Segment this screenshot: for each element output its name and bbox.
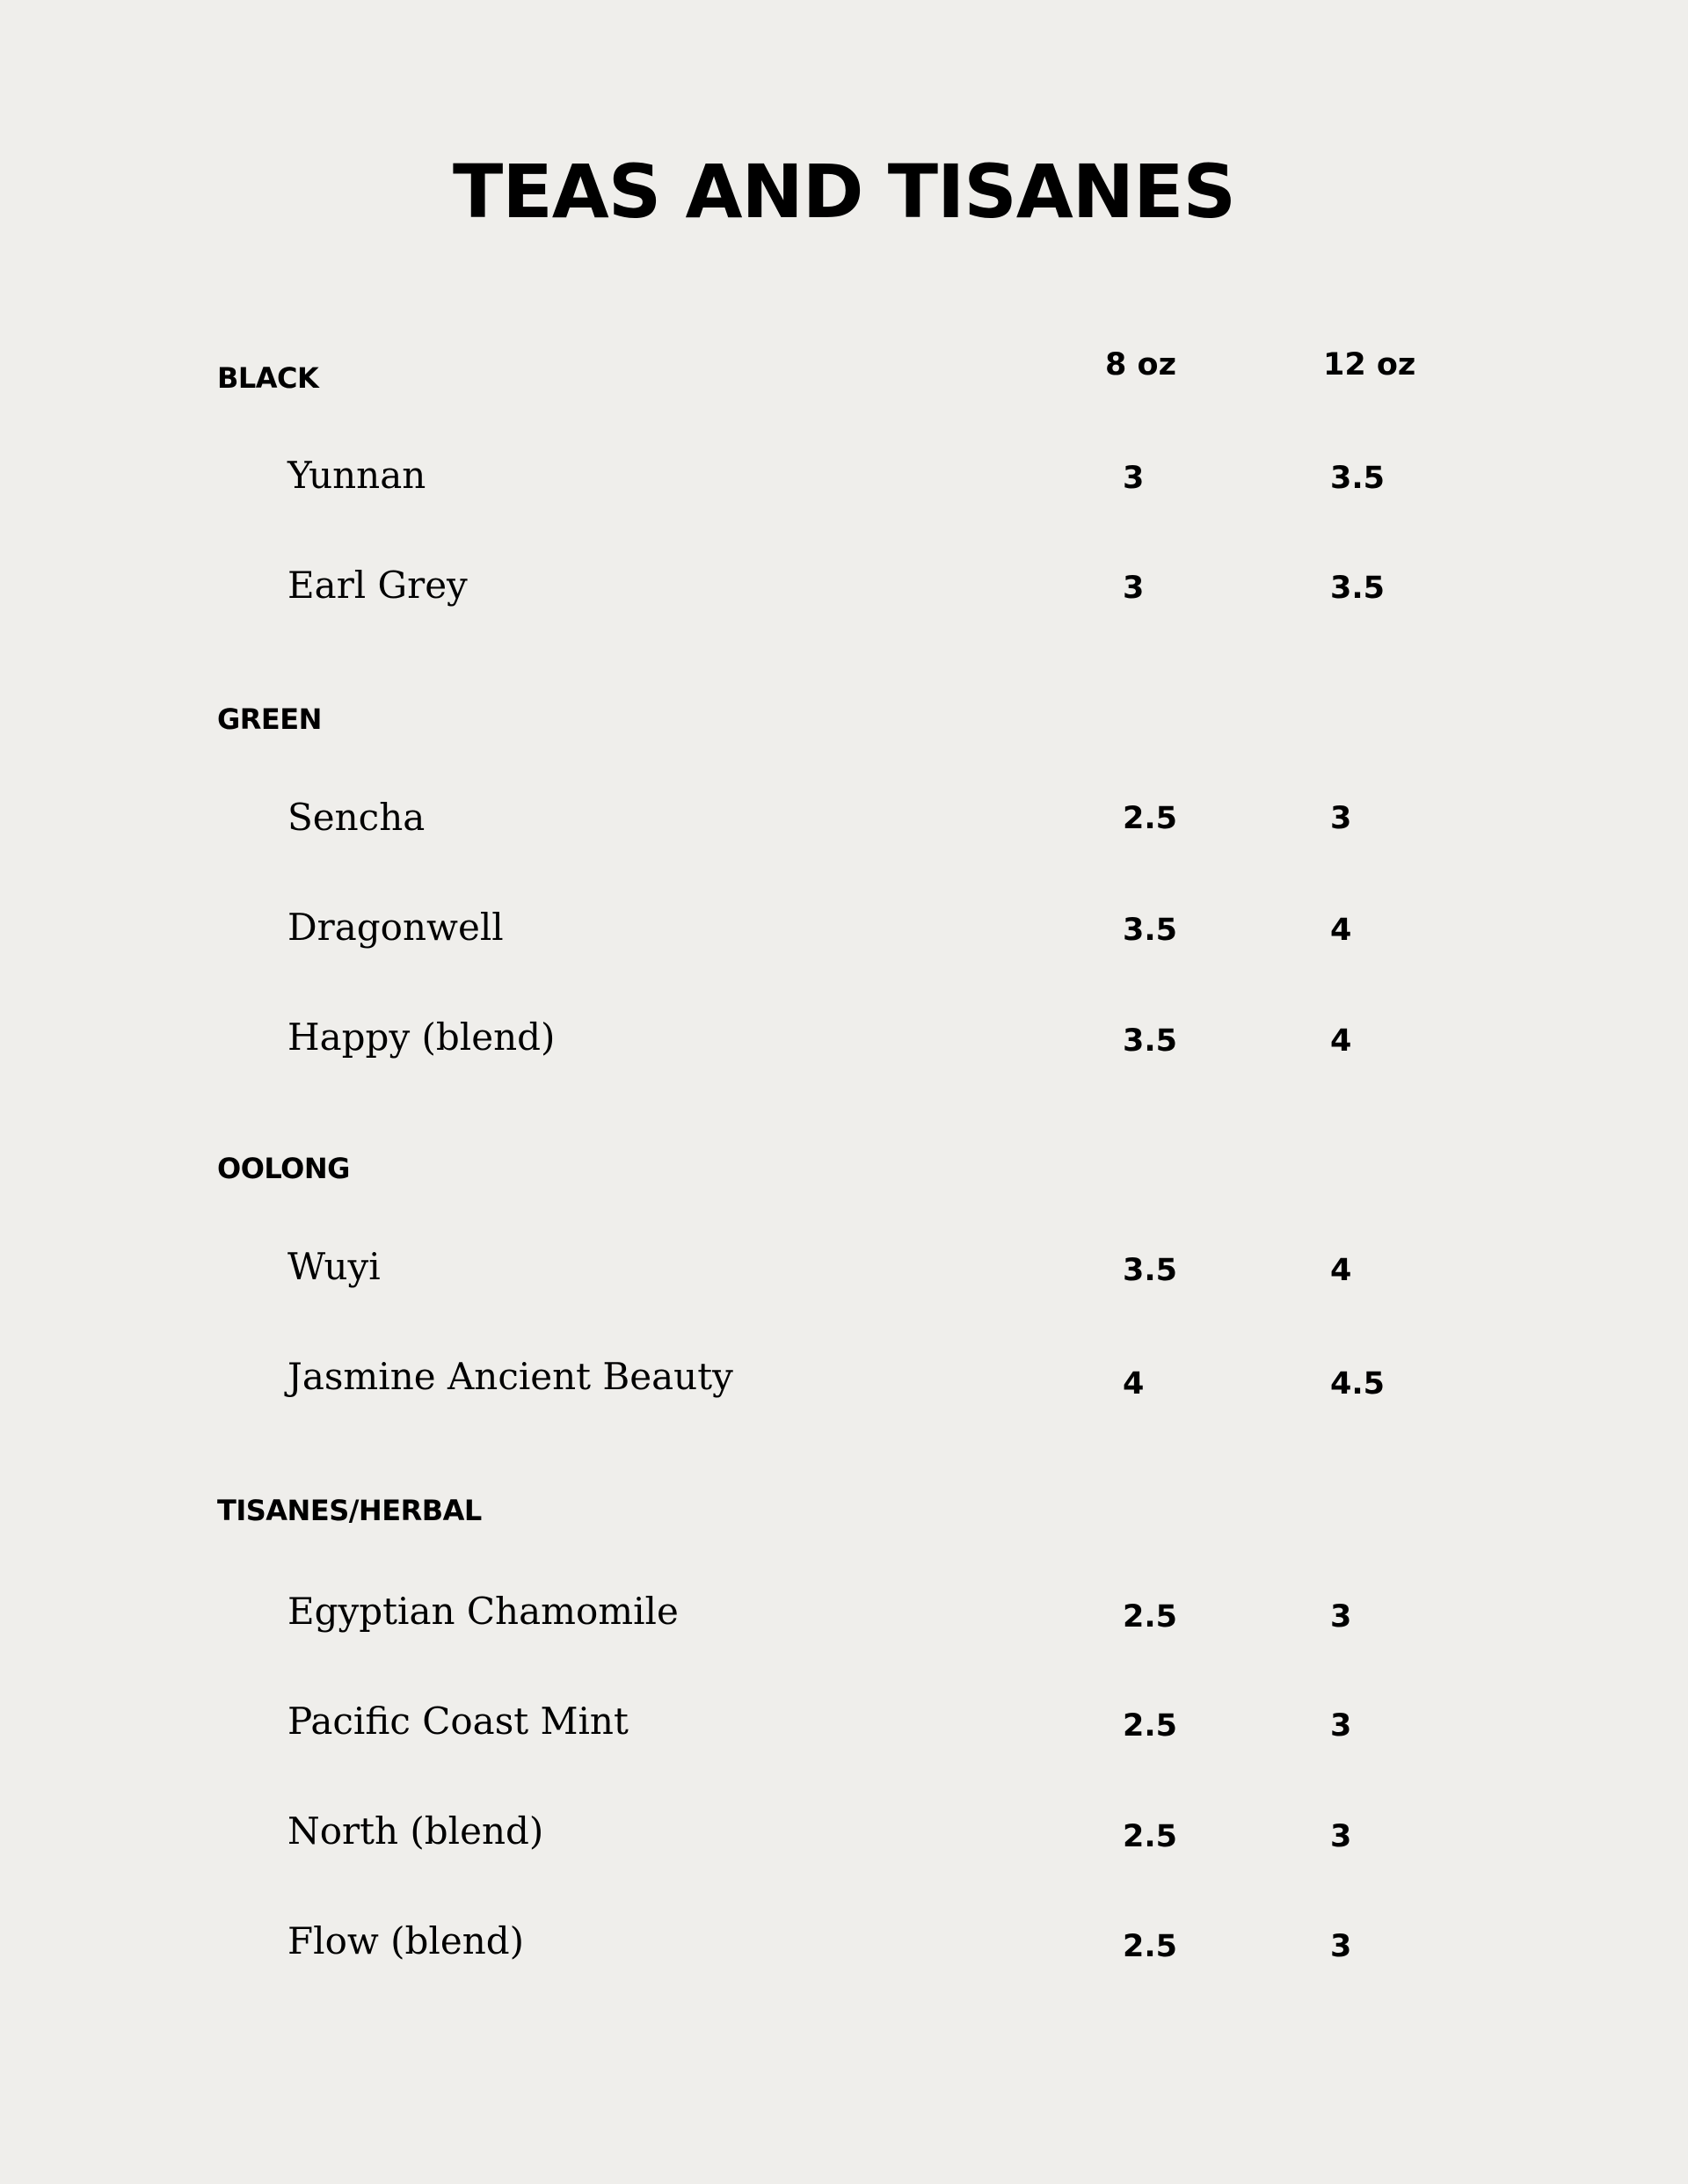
menu-item-price-8oz: 3.5 bbox=[1123, 913, 1178, 948]
menu-item-price-8oz: 2.5 bbox=[1123, 1819, 1178, 1854]
menu-item-name: North (blend) bbox=[287, 1809, 544, 1853]
menu-item-price-12oz: 4 bbox=[1330, 913, 1352, 948]
menu-item-price-8oz: 2.5 bbox=[1123, 1929, 1178, 1964]
menu-item-price-12oz: 3 bbox=[1330, 1708, 1352, 1744]
menu-item-price-8oz: 3 bbox=[1123, 571, 1145, 606]
column-header-8oz: 8 oz bbox=[1105, 347, 1176, 382]
menu-item-price-8oz: 3.5 bbox=[1123, 1023, 1178, 1059]
menu-item-price-12oz: 4 bbox=[1330, 1023, 1352, 1059]
menu-item-price-8oz: 3 bbox=[1123, 461, 1145, 496]
menu-item-price-8oz: 2.5 bbox=[1123, 1599, 1178, 1634]
menu-item-name: Flow (blend) bbox=[287, 1919, 525, 1962]
menu-item-price-8oz: 4 bbox=[1123, 1366, 1145, 1401]
section-heading-tisanes-herbal: TISANES/HERBAL bbox=[217, 1494, 482, 1527]
menu-item-price-8oz: 2.5 bbox=[1123, 1708, 1178, 1744]
menu-item-price-12oz: 3 bbox=[1330, 801, 1352, 836]
menu-item-price-8oz: 2.5 bbox=[1123, 801, 1178, 836]
menu-item-price-12oz: 3 bbox=[1330, 1599, 1352, 1634]
menu-item-name: Dragonwell bbox=[287, 906, 504, 949]
section-heading-green: GREEN bbox=[217, 703, 322, 736]
menu-item-price-12oz: 4.5 bbox=[1330, 1366, 1386, 1401]
menu-item-price-8oz: 3.5 bbox=[1123, 1253, 1178, 1288]
section-heading-oolong: OOLONG bbox=[217, 1152, 350, 1185]
menu-item-name: Yunnan bbox=[287, 454, 426, 497]
page-title: TEAS AND TISANES bbox=[453, 149, 1235, 235]
menu-item-name: Jasmine Ancient Beauty bbox=[287, 1355, 733, 1398]
menu-item-name: Wuyi bbox=[287, 1245, 381, 1288]
menu-item-name: Sencha bbox=[287, 796, 426, 839]
menu-item-name: Egyptian Chamomile bbox=[287, 1590, 679, 1633]
menu-item-price-12oz: 3.5 bbox=[1330, 571, 1386, 606]
menu-item-name: Earl Grey bbox=[287, 564, 468, 607]
menu-item-price-12oz: 3 bbox=[1330, 1929, 1352, 1964]
menu-item-name: Pacific Coast Mint bbox=[287, 1700, 629, 1743]
column-header-12oz: 12 oz bbox=[1323, 347, 1416, 382]
section-heading-black: BLACK bbox=[217, 361, 319, 395]
menu-item-price-12oz: 3.5 bbox=[1330, 461, 1386, 496]
menu-item-price-12oz: 3 bbox=[1330, 1819, 1352, 1854]
menu-item-price-12oz: 4 bbox=[1330, 1253, 1352, 1288]
menu-item-name: Happy (blend) bbox=[287, 1016, 556, 1059]
